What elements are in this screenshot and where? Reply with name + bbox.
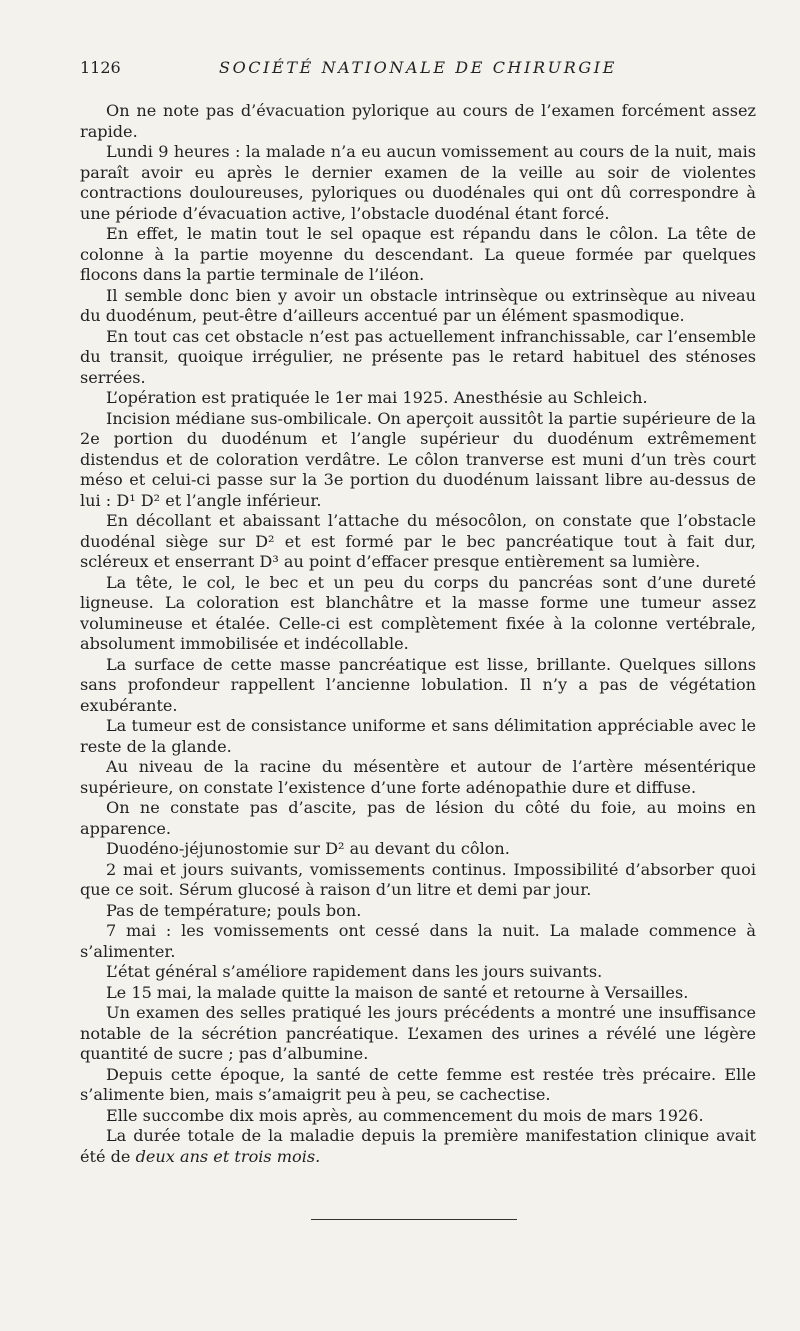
last-paragraph: [80, 1126, 756, 1167]
paragraph: 2 mai et jours suivants, vomissements continus. Impossibilité d’absorber quoi que ce soit. Sérum glucosé à raison d’un litre et demi par jour.: [80, 859, 756, 899]
paragraph: Au niveau de la racine du mésentère et autour de l’artère mésentérique supérieure, on constate l’existence d’une forte adénopathie dure et diffuse.: [80, 757, 756, 797]
paragraph: La tête, le col, le bec et un peu du corps du pancréas sont d’une dureté ligneuse. La coloration est blanchâtre et la masse forme une tumeur assez volumineuse et étalée. Celle-ci est complètement fixée à la colonne vertébrale, absolument immobilisée et indécollable.: [80, 572, 756, 653]
end-rule: [311, 1219, 517, 1220]
paragraph: Duodéno-jéjunostomie sur D² au devant du côlon.: [106, 839, 510, 858]
paragraph: Depuis cette époque, la santé de cette femme est restée très précaire. Elle s’alimente bien, mais s’amaigrit peu à peu, se cachectise.: [80, 1064, 756, 1104]
running-title: SOCIÉTÉ NATIONALE DE CHIRURGIE: [219, 58, 617, 77]
paragraph: Elle succombe dix mois après, au commencement du mois de mars 1926.: [106, 1105, 704, 1125]
paragraph: En effet, le matin tout le sel opaque est répandu dans le côlon. La tête de colonne à la partie moyenne du descendant. La queue formée par quelques flocons dans la partie terminale de l’iléon.: [80, 224, 756, 284]
paragraph: Un examen des selles pratiqué les jours précédents a montré une insuffisance notable de la sécrétion pancréatique. L’examen des urines a révélé une légère quantité de sucre ; pas d’albumine.: [80, 1003, 756, 1063]
paragraph: Le 15 mai, la malade quitte la maison de santé et retourne à Versailles.: [106, 982, 689, 1002]
paragraph: La surface de cette masse pancréatique est lisse, brillante. Quelques sillons sans profondeur rappellent l’ancienne lobulation. Il n’y a pas de végétation exubérante.: [80, 654, 756, 715]
page-number: 1126: [80, 58, 121, 77]
paragraph: En tout cas cet obstacle n’est pas actuellement infranchissable, car l’ensemble du transit, quoique irrégulier, ne présente pas le retard habituel des sténoses serrées.: [80, 326, 756, 387]
page-header: [80, 58, 756, 82]
last-paragraph-italic: deux ans et trois mois.: [135, 1146, 321, 1166]
paragraph: Incision médiane sus-ombilicale. On aperçoit aussitôt la partie supérieure de la 2e portion du duodénum et l’angle supérieur du duodénum extrêmement distendus et de coloration verdâtre. Le côlon tranverse est muni d’un très court méso et celui-ci passe sur la 3e portion du duodénum laissant libre au-dessus de lui : D¹ D² et l’angle inférieur.: [80, 408, 756, 510]
paragraph: En décollant et abaissant l’attache du mésocôlon, on constate que l’obstacle duodénal siège sur D² et est formé par le bec pancréatique tout à fait dur, scléreux et enserrant D³ au point d’effacer presque entièrement sa lumière.: [80, 511, 756, 571]
paragraph: 7 mai : les vomissements ont cessé dans la nuit. La malade commence à s’alimenter.: [80, 921, 756, 961]
paragraph: L’opération est pratiquée le 1er mai 1925. Anesthésie au Schleich.: [106, 388, 648, 407]
paragraph: Lundi 9 heures : la malade n’a eu aucun vomissement au cours de la nuit, mais paraît avoir eu après le dernier examen de la veille au soir de violentes contractions douloureuses, pyloriques ou duodénales qui ont dû correspondre à une période d’évacuation active, l’obstacle duodénal étant forcé.: [80, 142, 756, 223]
paragraph: L’état général s’améliore rapidement dans les jours suivants.: [106, 962, 603, 981]
paragraph: La tumeur est de consistance uniforme et sans délimitation appréciable avec le reste de la glande.: [80, 716, 756, 756]
last-paragraph-text: La durée totale de la maladie depuis la première manifestation clinique avait été de: [80, 1126, 756, 1166]
paragraph: Il semble donc bien y avoir un obstacle intrinsèque ou extrinsèque au niveau du duodénum, peut-être d’ailleurs accentué par un élément spasmodique.: [80, 285, 756, 325]
paragraph: Pas de température; pouls bon.: [106, 900, 362, 920]
paragraph: On ne note pas d’évacuation pylorique au cours de l’examen forcément assez rapide.: [80, 101, 756, 141]
paragraph: On ne constate pas d’ascite, pas de lésion du côté du foie, au moins en apparence.: [80, 798, 756, 838]
body-text: [80, 101, 756, 1167]
